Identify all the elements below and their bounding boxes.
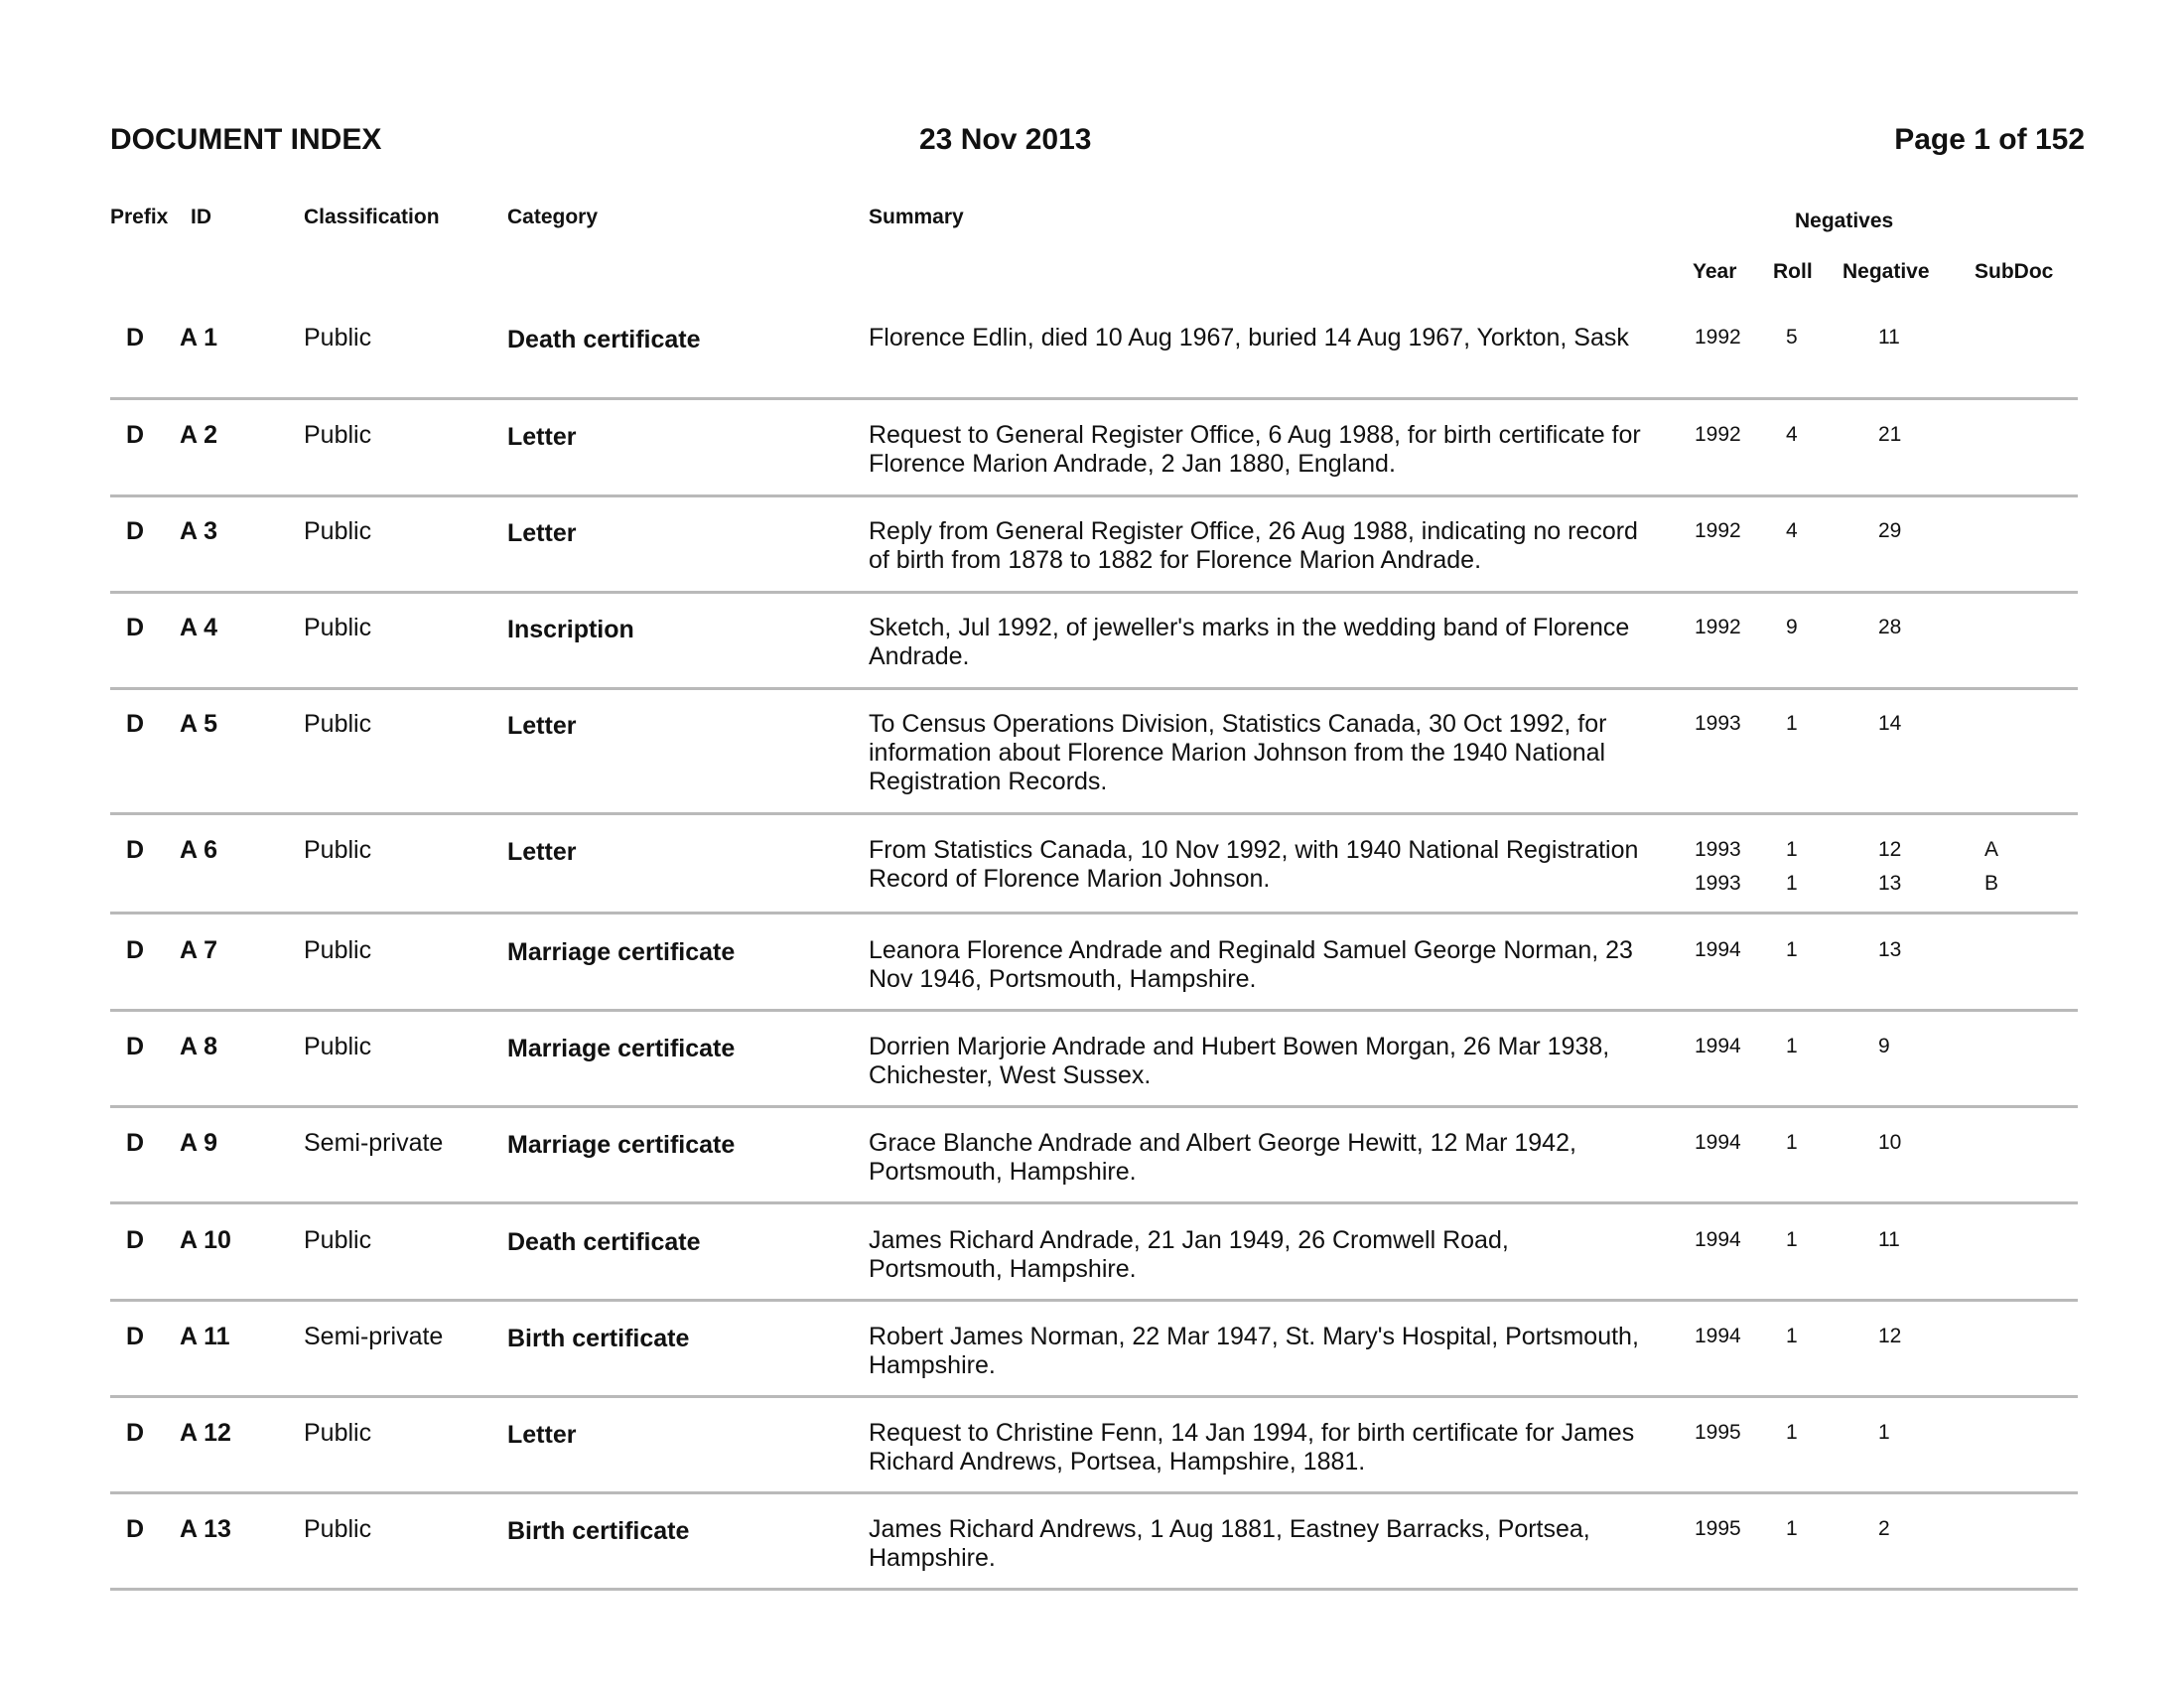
negative-number: 12: [1878, 1325, 1902, 1347]
row-classification: Public: [304, 324, 372, 352]
row-divider: [110, 1105, 2078, 1108]
row-summary: Grace Blanche Andrade and Albert George Hewitt, 12 Mar 1942, Portsmouth, Hampshire.: [869, 1129, 1576, 1186]
row-id: A 4: [180, 614, 217, 641]
row-category: Marriage certificate: [507, 938, 736, 966]
row-summary: Reply from General Register Office, 26 Aug 1988, indicating no record of birth from 1878 to 1882 for Florence Marion Andrade.: [869, 517, 1638, 574]
row-prefix: D: [126, 421, 145, 449]
row-summary: From Statistics Canada, 10 Nov 1992, with 1940 National Registration Record of Florence Marion Johnson.: [869, 836, 1639, 893]
row-divider: [110, 1491, 2078, 1494]
row-classification: Public: [304, 1515, 372, 1543]
negative-entry: [110, 611, 2078, 644]
negative-number: 28: [1878, 616, 1902, 638]
negative-roll: 9: [1786, 616, 1798, 638]
negative-entry: [110, 1512, 2078, 1546]
negative-entry: [110, 833, 2078, 867]
row-category: Letter: [507, 519, 577, 547]
negative-year: 1994: [1695, 1035, 1741, 1057]
row-divider: [110, 812, 2078, 815]
row-divider: [110, 1201, 2078, 1204]
row-summary: Leanora Florence Andrade and Reginald Samuel George Norman, 23 Nov 1946, Portsmouth, Hampshire.: [869, 936, 1633, 993]
row-classification: Semi-private: [304, 1323, 444, 1350]
row-prefix: D: [126, 1515, 145, 1543]
negative-subdoc: B: [1984, 872, 1999, 895]
row-divider: [110, 397, 2078, 400]
row-prefix: D: [126, 324, 145, 352]
negative-number: 29: [1878, 519, 1902, 542]
row-divider: [110, 591, 2078, 594]
row-id: A 6: [180, 836, 217, 864]
row-divider: [110, 494, 2078, 497]
col-header-subdoc: SubDoc: [1975, 260, 2054, 283]
col-header-summary: Summary: [869, 206, 964, 228]
col-header-prefix: Prefix: [110, 206, 169, 228]
negative-year: 1994: [1695, 1325, 1741, 1347]
negative-roll: 1: [1786, 938, 1798, 961]
row-summary: James Richard Andrews, 1 Aug 1881, Eastney Barracks, Portsea, Hampshire.: [869, 1515, 1590, 1572]
row-divider: [110, 1009, 2078, 1012]
row-prefix: D: [126, 710, 145, 738]
row-divider: [110, 1588, 2078, 1591]
row-category: Death certificate: [507, 326, 701, 353]
col-header-category: Category: [507, 206, 599, 228]
row-summary: Florence Edlin, died 10 Aug 1967, buried 14 Aug 1967, Yorkton, Sask: [869, 324, 1629, 352]
row-classification: Semi-private: [304, 1129, 444, 1157]
row-classification: Public: [304, 421, 372, 449]
row-id: A 12: [180, 1419, 231, 1447]
col-header-roll: Roll: [1773, 260, 1813, 283]
row-category: Marriage certificate: [507, 1035, 736, 1062]
row-prefix: D: [126, 1419, 145, 1447]
row-summary: Request to Christine Fenn, 14 Jan 1994, for birth certificate for James Richard Andrews, Portsea, Hampshire, 1881.: [869, 1419, 1635, 1476]
row-prefix: D: [126, 836, 145, 864]
row-category: Death certificate: [507, 1228, 701, 1256]
negative-year: 1993: [1695, 712, 1741, 735]
row-id: A 2: [180, 421, 217, 449]
row-category: Letter: [507, 838, 577, 866]
row-id: A 9: [180, 1129, 217, 1157]
row-classification: Public: [304, 1226, 372, 1254]
negative-roll: 1: [1786, 1035, 1798, 1057]
row-id: A 7: [180, 936, 217, 964]
document-title: DOCUMENT INDEX: [110, 123, 382, 156]
row-summary: Dorrien Marjorie Andrade and Hubert Bowen Morgan, 26 Mar 1938, Chichester, West Sussex.: [869, 1033, 1610, 1089]
row-summary: James Richard Andrade, 21 Jan 1949, 26 Cromwell Road, Portsmouth, Hampshire.: [869, 1226, 1509, 1283]
row-prefix: D: [126, 1129, 145, 1157]
negative-roll: 1: [1786, 712, 1798, 735]
negative-number: 12: [1878, 838, 1902, 861]
negative-number: 13: [1878, 872, 1902, 895]
col-header-id: ID: [191, 206, 211, 228]
negative-year: 1992: [1695, 423, 1741, 446]
row-divider: [110, 912, 2078, 914]
negative-entry: [110, 867, 2078, 901]
negative-roll: 1: [1786, 1131, 1798, 1154]
col-header-classification: Classification: [304, 206, 440, 228]
negative-entry: [110, 707, 2078, 741]
negative-year: 1992: [1695, 616, 1741, 638]
negative-entry: [110, 1416, 2078, 1450]
negative-number: 11: [1878, 326, 1900, 349]
negative-number: 2: [1878, 1517, 1890, 1540]
row-id: A 11: [180, 1323, 230, 1350]
negative-year: 1994: [1695, 938, 1741, 961]
negative-year: 1995: [1695, 1421, 1741, 1444]
row-id: A 1: [180, 324, 217, 352]
negative-entry: [110, 1223, 2078, 1257]
negative-roll: 1: [1786, 1421, 1798, 1444]
row-prefix: D: [126, 614, 145, 641]
row-id: A 10: [180, 1226, 231, 1254]
row-divider: [110, 1395, 2078, 1398]
row-classification: Public: [304, 614, 372, 641]
row-prefix: D: [126, 1226, 145, 1254]
col-header-negative: Negative: [1843, 260, 1930, 283]
negative-entry: [110, 1030, 2078, 1063]
negative-number: 10: [1878, 1131, 1902, 1154]
row-classification: Public: [304, 1419, 372, 1447]
row-prefix: D: [126, 1033, 145, 1060]
negative-year: 1992: [1695, 519, 1741, 542]
row-category: Letter: [507, 1421, 577, 1449]
negative-year: 1994: [1695, 1131, 1741, 1154]
row-classification: Public: [304, 836, 372, 864]
negative-number: 13: [1878, 938, 1902, 961]
row-id: A 5: [180, 710, 217, 738]
negative-roll: 4: [1786, 423, 1798, 446]
negative-year: 1994: [1695, 1228, 1741, 1251]
row-prefix: D: [126, 1323, 145, 1350]
negative-subdoc: A: [1984, 838, 1999, 861]
negative-entry: [110, 514, 2078, 548]
negative-year: 1995: [1695, 1517, 1741, 1540]
row-summary: Request to General Register Office, 6 Aug 1988, for birth certificate for Florence Marion Andrade, 2 Jan 1880, England.: [869, 421, 1641, 478]
document-date: 23 Nov 2013: [919, 123, 1092, 156]
row-category: Letter: [507, 712, 577, 740]
negative-roll: 1: [1786, 1517, 1798, 1540]
row-divider: [110, 687, 2078, 690]
row-category: Birth certificate: [507, 1325, 690, 1352]
negative-entry: [110, 321, 2078, 354]
negative-roll: 4: [1786, 519, 1798, 542]
col-header-negatives: Negatives: [1795, 210, 1894, 232]
negative-number: 9: [1878, 1035, 1890, 1057]
negative-entry: [110, 933, 2078, 967]
row-prefix: D: [126, 517, 145, 545]
row-classification: Public: [304, 517, 372, 545]
row-summary: Robert James Norman, 22 Mar 1947, St. Mary's Hospital, Portsmouth, Hampshire.: [869, 1323, 1639, 1379]
negative-roll: 5: [1786, 326, 1798, 349]
row-classification: Public: [304, 936, 372, 964]
row-category: Inscription: [507, 616, 634, 643]
row-classification: Public: [304, 1033, 372, 1060]
negative-entry: [110, 1126, 2078, 1160]
negative-year: 1993: [1695, 872, 1741, 895]
negative-year: 1993: [1695, 838, 1741, 861]
row-category: Letter: [507, 423, 577, 451]
negative-number: 14: [1878, 712, 1902, 735]
negative-number: 1: [1878, 1421, 1890, 1444]
row-id: A 3: [180, 517, 217, 545]
row-summary: To Census Operations Division, Statistics Canada, 30 Oct 1992, for information about Florence Marion Johnson from the 1940 National Registration Records.: [869, 710, 1607, 795]
negative-number: 11: [1878, 1228, 1900, 1251]
negative-roll: 1: [1786, 1325, 1798, 1347]
row-id: A 8: [180, 1033, 217, 1060]
row-divider: [110, 1299, 2078, 1302]
negative-entry: [110, 418, 2078, 452]
row-summary: Sketch, Jul 1992, of jeweller's marks in the wedding band of Florence Andrade.: [869, 614, 1630, 670]
negative-entry: [110, 1320, 2078, 1353]
row-id: A 13: [180, 1515, 231, 1543]
negative-roll: 1: [1786, 1228, 1798, 1251]
row-category: Marriage certificate: [507, 1131, 736, 1159]
negative-roll: 1: [1786, 838, 1798, 861]
negative-number: 21: [1878, 423, 1902, 446]
col-header-year: Year: [1693, 260, 1737, 283]
page-indicator: Page 1 of 152: [1894, 123, 2085, 156]
negative-roll: 1: [1786, 872, 1798, 895]
row-prefix: D: [126, 936, 145, 964]
row-category: Birth certificate: [507, 1517, 690, 1545]
row-classification: Public: [304, 710, 372, 738]
negative-year: 1992: [1695, 326, 1741, 349]
